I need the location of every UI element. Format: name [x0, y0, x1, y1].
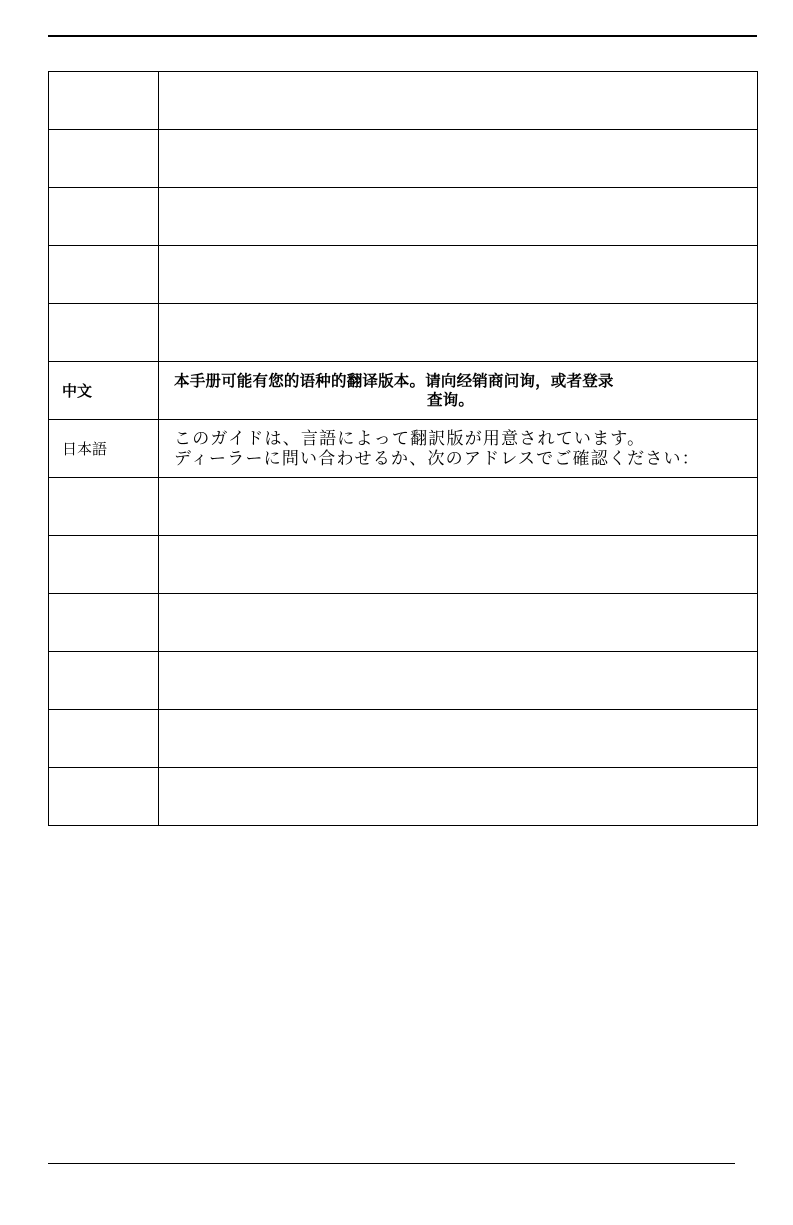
- table-row: [49, 710, 758, 768]
- notice-line-1: このガイドは、言語によって翻訳版が用意されています。: [174, 428, 646, 449]
- table-row: [49, 130, 758, 188]
- translation-notice-cell: [159, 304, 758, 362]
- language-name-cell: [49, 594, 159, 652]
- table-row: [49, 652, 758, 710]
- language-name-cell: [49, 652, 159, 710]
- table-row: [49, 768, 758, 826]
- header-rule: [48, 35, 757, 37]
- translation-notice-cell: [159, 72, 758, 130]
- translation-notice-cell: [159, 246, 758, 304]
- language-name-chinese: 中文: [49, 362, 159, 420]
- translation-notice-chinese: [159, 362, 758, 420]
- table-row: [49, 72, 758, 130]
- language-name-cell: [49, 246, 159, 304]
- language-name-cell: [49, 188, 159, 246]
- translation-notice-cell: [159, 130, 758, 188]
- translation-notice-cell: [159, 594, 758, 652]
- translation-notice-cell: [159, 478, 758, 536]
- translation-notice-cell: [159, 536, 758, 594]
- table-row: [49, 536, 758, 594]
- notice-line-2: 查询。: [426, 390, 475, 409]
- language-name-cell: [49, 130, 159, 188]
- table-row-japanese: [49, 420, 758, 478]
- language-name-cell: [49, 536, 159, 594]
- language-name-japanese: 日本語: [49, 420, 159, 478]
- language-name-cell: [49, 768, 159, 826]
- footer-rule: [48, 1163, 735, 1164]
- language-name-cell: [49, 710, 159, 768]
- notice-line-1: 本手册可能有您的语种的翻译版本。请向经销商问询，或者登录: [174, 371, 614, 390]
- table-row: [49, 594, 758, 652]
- language-name-cell: [49, 304, 159, 362]
- language-table: [48, 71, 758, 826]
- translation-notice-japanese: [159, 420, 758, 478]
- notice-line-2: ディーラーに問い合わせるか、次のアドレスでご確認ください：: [174, 448, 700, 469]
- table-row-chinese: [49, 362, 758, 420]
- translation-notice-cell: [159, 188, 758, 246]
- table-row: [49, 188, 758, 246]
- language-name-cell: [49, 72, 159, 130]
- translation-notice-cell: [159, 768, 758, 826]
- translation-notice-cell: [159, 652, 758, 710]
- table-row: [49, 246, 758, 304]
- translation-notice-cell: [159, 710, 758, 768]
- table-row: [49, 478, 758, 536]
- table-row: [49, 304, 758, 362]
- language-name-cell: [49, 478, 159, 536]
